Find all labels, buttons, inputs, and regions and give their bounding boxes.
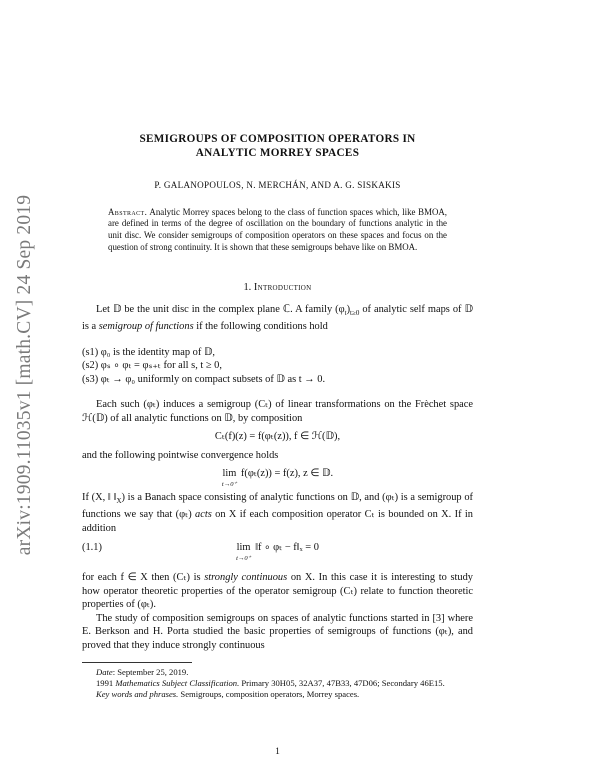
equation-number: (1.1) [82, 542, 102, 554]
paper-title [82, 132, 473, 160]
intro-paragraph-2: Each such (φₜ) induces a semigroup (Cₜ) of linear transformations on the Frèchet space ℋ(𝔻) of all analytic functions on 𝔻, by composition [82, 399, 473, 424]
defined-term: strongly continuous [204, 572, 288, 584]
intro-paragraph-4: If (X, ‖ $‖_X$) is a Banach space consisting of analytic functions on 𝔻, and (φₜ) is a semigroup of functions we say that (φₜ) acts on X if each composition operator Cₜ is bounded on X. If in addition [82, 491, 473, 534]
intro-paragraph-6: The study of composition semigroups on spaces of analytic functions started in [3] where E. Berkson and H. Porta studied the basic properties of semigroups of functions (φₜ), and proved that they induce strongly continuous [82, 612, 473, 651]
condition-item: (s3) φₜ → φ₀ uniformly on compact subsets of 𝔻 as t → 0. [82, 373, 326, 385]
abstract-text: Analytic Morrey spaces belong to the class of function spaces which, like BMOA, are defined in terms of the degree of oscillation on the boundary of functions analytic in the unit disc. We consider semigroups of composition operators on these spaces and focus on the question of strong continuity. It is shown that these semigroups behave like on BMOA. [108, 206, 447, 252]
footnote-date: Date: September 25, 2019. [96, 667, 189, 678]
abstract [108, 207, 447, 254]
footnote-msc: 1991 Mathematics Subject Classification. Primary 30H05, 32A37, 47B33, 47D06; Secondary 46E15. [96, 678, 445, 689]
defined-term: semigroup of functions [98, 321, 194, 333]
limit-operator: lim t→0⁺ [221, 468, 237, 488]
footnote-keywords: Key words and phrases. Semigroups, composition operators, Morrey spaces. [96, 689, 360, 700]
intro-paragraph-3: and the following pointwise convergence holds [82, 449, 279, 461]
intro-paragraph-5: for each f ∈ X then (Cₜ) is strongly continuous on X. In this case it is interesting to study how operator theoretic properties of the operator semigroup (Cₜ) relate to function theoretic properties of (φₜ). [82, 572, 473, 611]
paper-page [82, 132, 473, 700]
section-number: 1. [243, 282, 252, 294]
condition-item: (s1) φ₀ is the identity map of 𝔻, [82, 346, 215, 358]
abstract-label: Abstract. [108, 206, 148, 217]
section-title: Introduction [253, 282, 312, 294]
arxiv-stamp-text: arXiv:1909.11035v1 [math.CV] 24 Sep 2019 [14, 194, 36, 556]
section-heading [82, 281, 473, 295]
intro-paragraph-1: Let 𝔻 be the unit disc in the complex plane ℂ. A family $(\varphi_t)_{t\ge 0}$ of analytic self maps of 𝔻 is a semigroup of functions if the following conditions hold [82, 303, 473, 333]
semigroup-conditions [82, 346, 473, 387]
equation-1-1: (1.1) lim t→0⁺ ‖f ∘ φₜ − f‖ₓ = 0 [82, 542, 319, 562]
composition-equation: Cₜ(f)(z) = f(φₜ(z)), f ∈ ℋ(𝔻), [214, 431, 341, 443]
limit-operator: lim t→0⁺ [236, 542, 252, 562]
pointwise-limit-equation: lim t→0⁺ f(φₜ(z)) = f(z), z ∈ 𝔻. [221, 468, 334, 488]
title-line-2: ANALYTIC MORREY SPACES [195, 147, 360, 159]
author-list: P. GALANOPOULOS, N. MERCHÁN, AND A. G. SISKAKIS [154, 180, 401, 190]
arxiv-identifier [10, 175, 40, 575]
condition-item: (s2) φₛ ∘ φₜ = φₛ₊ₜ for all s, t ≥ 0, [82, 360, 222, 372]
footnote-rule [82, 662, 192, 663]
page-number: 1 [275, 747, 280, 757]
title-line-1: SEMIGROUPS OF COMPOSITION OPERATORS IN [139, 133, 416, 145]
defined-term: acts [195, 509, 212, 521]
